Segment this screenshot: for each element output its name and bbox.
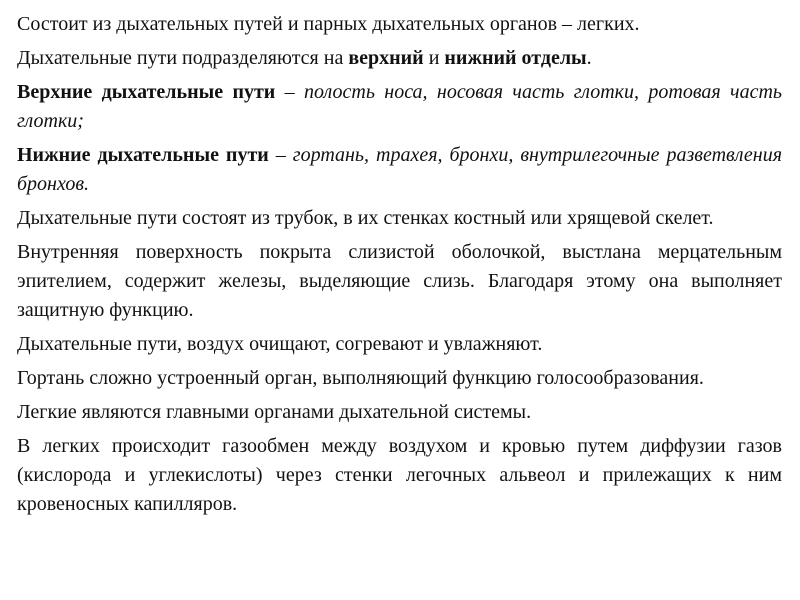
text: – (275, 81, 305, 103)
italic-text: полость носа, носовая часть глотки, ротовая часть глотки; (17, 81, 782, 132)
slide-text-body (17, 10, 782, 524)
text: Внутренняя поверхность покрыта слизистой оболочкой, выстлана мерцательным эпителием, содержит железы, выделяющие слизь. Благодаря этому она выполняет защитную функцию. (17, 241, 782, 321)
bold-text: верхний (348, 47, 424, 69)
paragraph-composition (17, 10, 782, 39)
text: В легких происходит газообмен между воздухом и кровью путем диффузии газов (кислорода и углекислоты) через стенки легочных альвеол и прилежащих к ним кровеносных капилляров. (17, 435, 782, 515)
paragraph-lower-airways (17, 141, 782, 199)
text: Легкие являются главными органами дыхательной системы. (17, 401, 532, 423)
bold-text: Нижние дыхательные пути (17, 144, 269, 166)
paragraph-larynx (17, 364, 782, 393)
text: . (586, 47, 592, 69)
italic-text: гортань, трахея, бронхи, внутрилегочные разветвления бронхов. (17, 144, 783, 195)
bold-text: Верхние дыхательные пути (17, 81, 276, 103)
paragraph-tubes (17, 204, 782, 233)
paragraph-gas-exchange (17, 432, 782, 519)
paragraph-mucosa (17, 238, 782, 325)
text: Состоит из дыхательных путей и парных дыхательных органов – легких. (17, 13, 640, 35)
paragraph-upper-airways (17, 78, 782, 136)
paragraph-divisions (17, 44, 782, 73)
text: Гортань сложно устроенный орган, выполняющий функцию голосообразования. (17, 367, 704, 389)
text: Дыхательные пути, воздух очищают, согревают и увлажняют. (17, 333, 543, 355)
text: Дыхательные пути подразделяются на (17, 47, 349, 69)
paragraph-air-conditioning (17, 330, 782, 359)
paragraph-lungs (17, 398, 782, 427)
bold-text: нижний отделы (444, 47, 587, 69)
text: Дыхательные пути состоят из трубок, в их стенках костный или хрящевой скелет. (17, 207, 714, 229)
text: и (423, 47, 445, 69)
text: – (268, 144, 293, 166)
